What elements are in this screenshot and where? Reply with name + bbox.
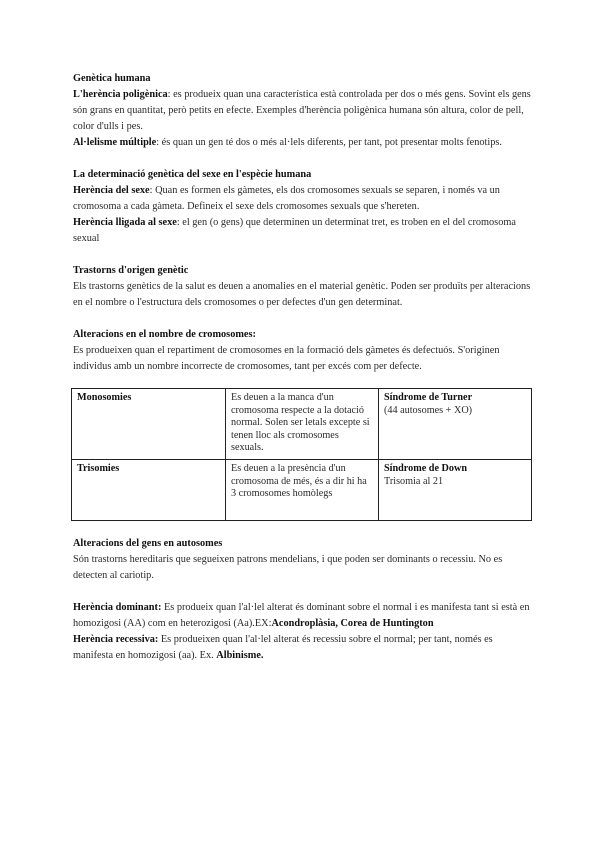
paragraph-polygenic [73, 87, 531, 135]
text-multiple-allelism: : és quan un gen té dos o més al·lels diferents, per tant, pot presentar molts fenotips. [156, 137, 502, 148]
term-multiple-allelism: Al·lelisme múltiple [73, 137, 157, 148]
paragraph-recessive [73, 632, 531, 664]
aneuploidy-table [71, 388, 532, 521]
example-name: Síndrome de Turner [383, 392, 473, 403]
section-chromosome-number [73, 327, 531, 375]
paragraph-dominant [73, 600, 531, 632]
section-inheritance-patterns [73, 600, 531, 664]
table-cell-type [72, 459, 226, 520]
section-human-genetics [73, 71, 531, 151]
example-recessive: Albinisme. [216, 649, 264, 661]
term-sex-linked: Herència lligada al sexe [73, 217, 177, 228]
section-genetic-disorders [73, 263, 531, 311]
table-row [72, 389, 532, 460]
examples-dominant: Acondroplàsia, Corea de Huntington [271, 617, 434, 629]
paragraph-chromosome-number: Es produeixen quan el repartiment de cromosomes en la formació dels gàmetes és defectuós. S'originen individus amb un nombre incorrecte de cromosomes, tant per excés com per defecte. [73, 345, 500, 372]
section-title-chromosome-number: Alteracions en el nombre de cromosomes: [73, 329, 256, 340]
table-cell-example [378, 389, 531, 460]
section-sex-determination [73, 167, 531, 247]
table-row [72, 459, 532, 520]
text-polygenic: : es produeix quan una característica està controlada per dos o més gens. Sovint els gens són grans en quantitat, però petits en efecte. Exemples d'herència poligènica humana són altura, color de pell, color d'ulls i pes. [73, 89, 531, 132]
table-cell-example [378, 459, 531, 520]
example-detail: Trisomia al 21 [383, 475, 444, 487]
text-sex-inheritance: : Quan es formen els gàmetes, els dos cromosomes sexuals se separen, i només va un cromosoma a cada gàmeta. Defineix el sexe dels cromosomes sexuals que s'hereten. [73, 185, 500, 212]
section-title-autosomal: Alteracions del gens en autosomes [73, 537, 223, 549]
text-dominant: Es produeix quan l'al·lel alterat és dominant sobre el normal i es manifesta tant si està en homozigosi (AA) com en heterozigosi (Aa).EX: [73, 601, 530, 629]
table-cell-type [72, 389, 226, 460]
paragraph-sex-linked [73, 215, 531, 247]
text-recessive: Es produeixen quan l'al·lel alterat és recessiu sobre el normal; per tant, només es manifesta en homozigosi (aa). Ex. [73, 633, 493, 661]
row-type-label: Trisomies [77, 462, 120, 474]
paragraph-sex-inheritance [73, 183, 531, 215]
term-recessive: Herència recessiva: [73, 633, 159, 645]
table-cell-description: Es deuen a la manca d'un cromosoma respecte a la dotació normal. Solen ser letals excepte si tenen lloc als cromosomes sexuals. [226, 389, 379, 460]
example-detail: (44 autosomes + XO) [383, 404, 473, 416]
paragraph-autosomal: Són trastorns hereditaris que segueixen patrons mendelians, i que poden ser dominants o recessiu. No es detecten al cariotip. [73, 553, 503, 581]
section-title-genetic-disorders: Trastorns d'origen genètic [73, 265, 189, 276]
section-title-sex-determination: La determinació genètica del sexe en l'espècie humana [73, 169, 312, 180]
term-dominant: Herència dominant: [73, 601, 162, 613]
example-name: Síndrome de Down [383, 462, 468, 474]
term-polygenic: L'herència poligènica [73, 89, 168, 100]
paragraph-multiple-allelism [73, 135, 531, 151]
row-type-label: Monosomies [77, 392, 132, 403]
table-cell-description: Es deuen a la presència d'un cromosoma de més, és a dir hi ha 3 cromosomes homòlegs [226, 459, 379, 520]
section-title-human-genetics: Genètica humana [73, 73, 151, 84]
text-sex-linked: : el gen (o gens) que determinen un determinat tret, es troben en el del cromosoma sexual [73, 217, 516, 244]
document-body [73, 71, 531, 664]
section-autosomal-alterations [73, 536, 531, 584]
paragraph-genetic-disorders: Els trastorns genètics de la salut es deuen a anomalies en el material genètic. Poden ser produïts per alteracions en el nombre o l'estructura dels cromosomes o per defectes d'un gen determinat. [73, 281, 531, 308]
term-sex-inheritance: Herència del sexe [73, 185, 150, 196]
